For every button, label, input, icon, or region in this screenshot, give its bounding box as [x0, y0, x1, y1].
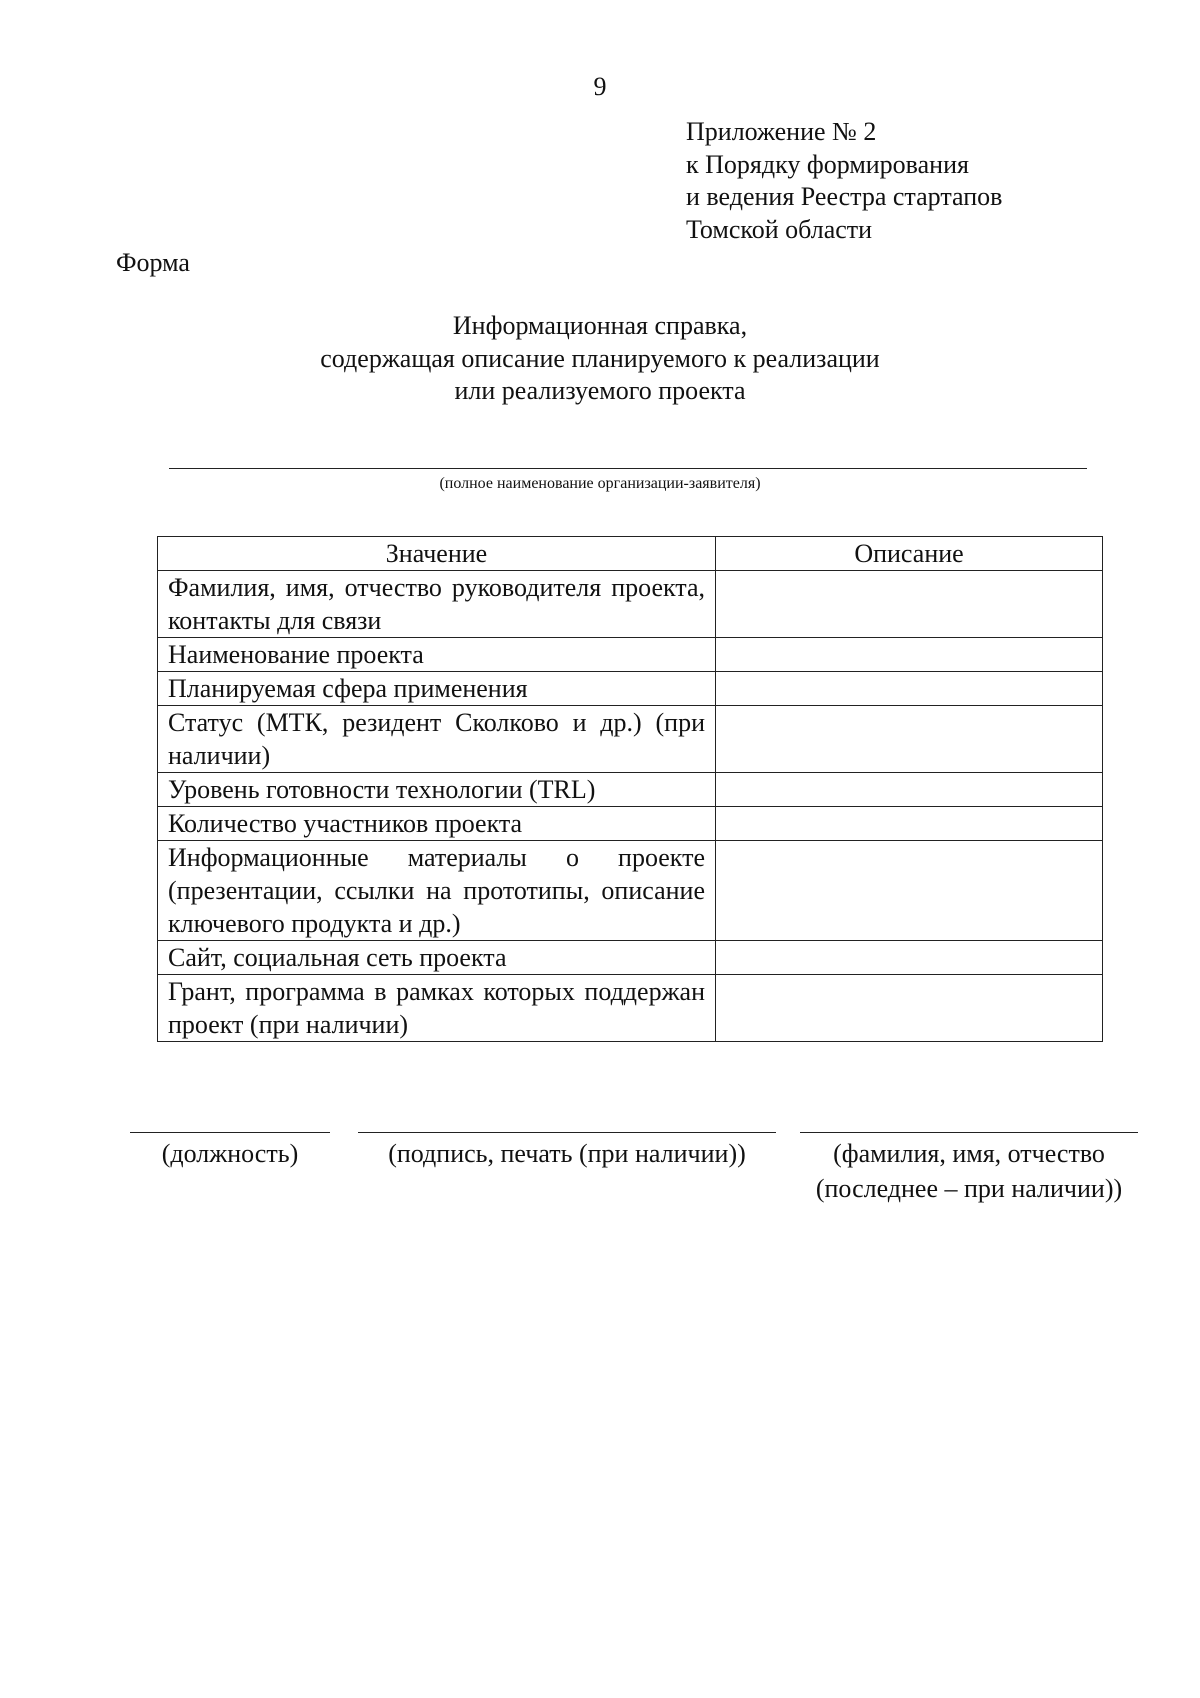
signature-line[interactable]: [358, 1132, 776, 1133]
row-value: Грант, программа в рамках которых поддержан проект (при наличии): [158, 975, 716, 1042]
title-line: Информационная справка,: [452, 311, 748, 340]
signature-caption: (подпись, печать (при наличии)): [388, 1139, 746, 1168]
table-row: [158, 571, 1103, 638]
full-name-caption-line: (фамилия, имя, отчество: [833, 1139, 1105, 1168]
header-description: Описание: [716, 537, 1103, 571]
table-row: [158, 941, 1103, 975]
form-label: Форма: [116, 248, 190, 277]
row-value: Уровень готовности технологии (TRL): [158, 773, 716, 807]
page-number: 9: [593, 72, 607, 101]
table-row: [158, 975, 1103, 1042]
row-description-cell[interactable]: [716, 807, 1103, 841]
full-name-signature-line[interactable]: [800, 1132, 1138, 1133]
full-name-caption-line: (последнее – при наличии)): [815, 1174, 1123, 1203]
document-title: [0, 310, 1200, 408]
row-value: Планируемая сфера применения: [158, 672, 716, 706]
row-value: Количество участников проекта: [158, 807, 716, 841]
position-signature-line[interactable]: [130, 1132, 330, 1133]
position-caption: (должность): [161, 1139, 299, 1168]
table-row: [158, 706, 1103, 773]
row-value: Статус (МТК, резидент Сколково и др.) (при наличии): [158, 706, 716, 773]
appendix-block: [686, 116, 1002, 246]
appendix-line: Томской области: [686, 214, 873, 244]
appendix-line: и ведения Реестра стартапов: [686, 182, 1003, 211]
project-info-table: [157, 536, 1103, 1042]
appendix-line: к Порядку формирования: [686, 149, 969, 179]
row-value: Фамилия, имя, отчество руководителя проекта, контакты для связи: [158, 571, 716, 638]
title-line: или реализуемого проекта: [454, 376, 746, 405]
table-row: [158, 638, 1103, 672]
row-description-cell[interactable]: [716, 571, 1103, 638]
organization-name-line[interactable]: [169, 468, 1087, 469]
table-row: [158, 672, 1103, 706]
organization-name-caption: (полное наименование организации-заявителя): [439, 475, 761, 492]
row-description-cell[interactable]: [716, 706, 1103, 773]
appendix-line: Приложение № 2: [686, 117, 877, 146]
table-header-row: [158, 537, 1103, 571]
row-description-cell[interactable]: [716, 672, 1103, 706]
header-value: Значение: [158, 537, 716, 571]
row-description-cell[interactable]: [716, 841, 1103, 941]
row-description-cell[interactable]: [716, 638, 1103, 672]
row-description-cell[interactable]: [716, 773, 1103, 807]
table-row: [158, 841, 1103, 941]
row-value: Наименование проекта: [158, 638, 716, 672]
row-value: Информационные материалы о проекте (презентации, ссылки на прототипы, описание ключевого продукта и др.): [158, 841, 716, 941]
row-description-cell[interactable]: [716, 975, 1103, 1042]
row-description-cell[interactable]: [716, 941, 1103, 975]
row-value: Сайт, социальная сеть проекта: [158, 941, 716, 975]
title-line: содержащая описание планируемого к реализации: [320, 343, 880, 373]
full-name-caption: [790, 1136, 1148, 1206]
table-row: [158, 807, 1103, 841]
table-row: [158, 773, 1103, 807]
